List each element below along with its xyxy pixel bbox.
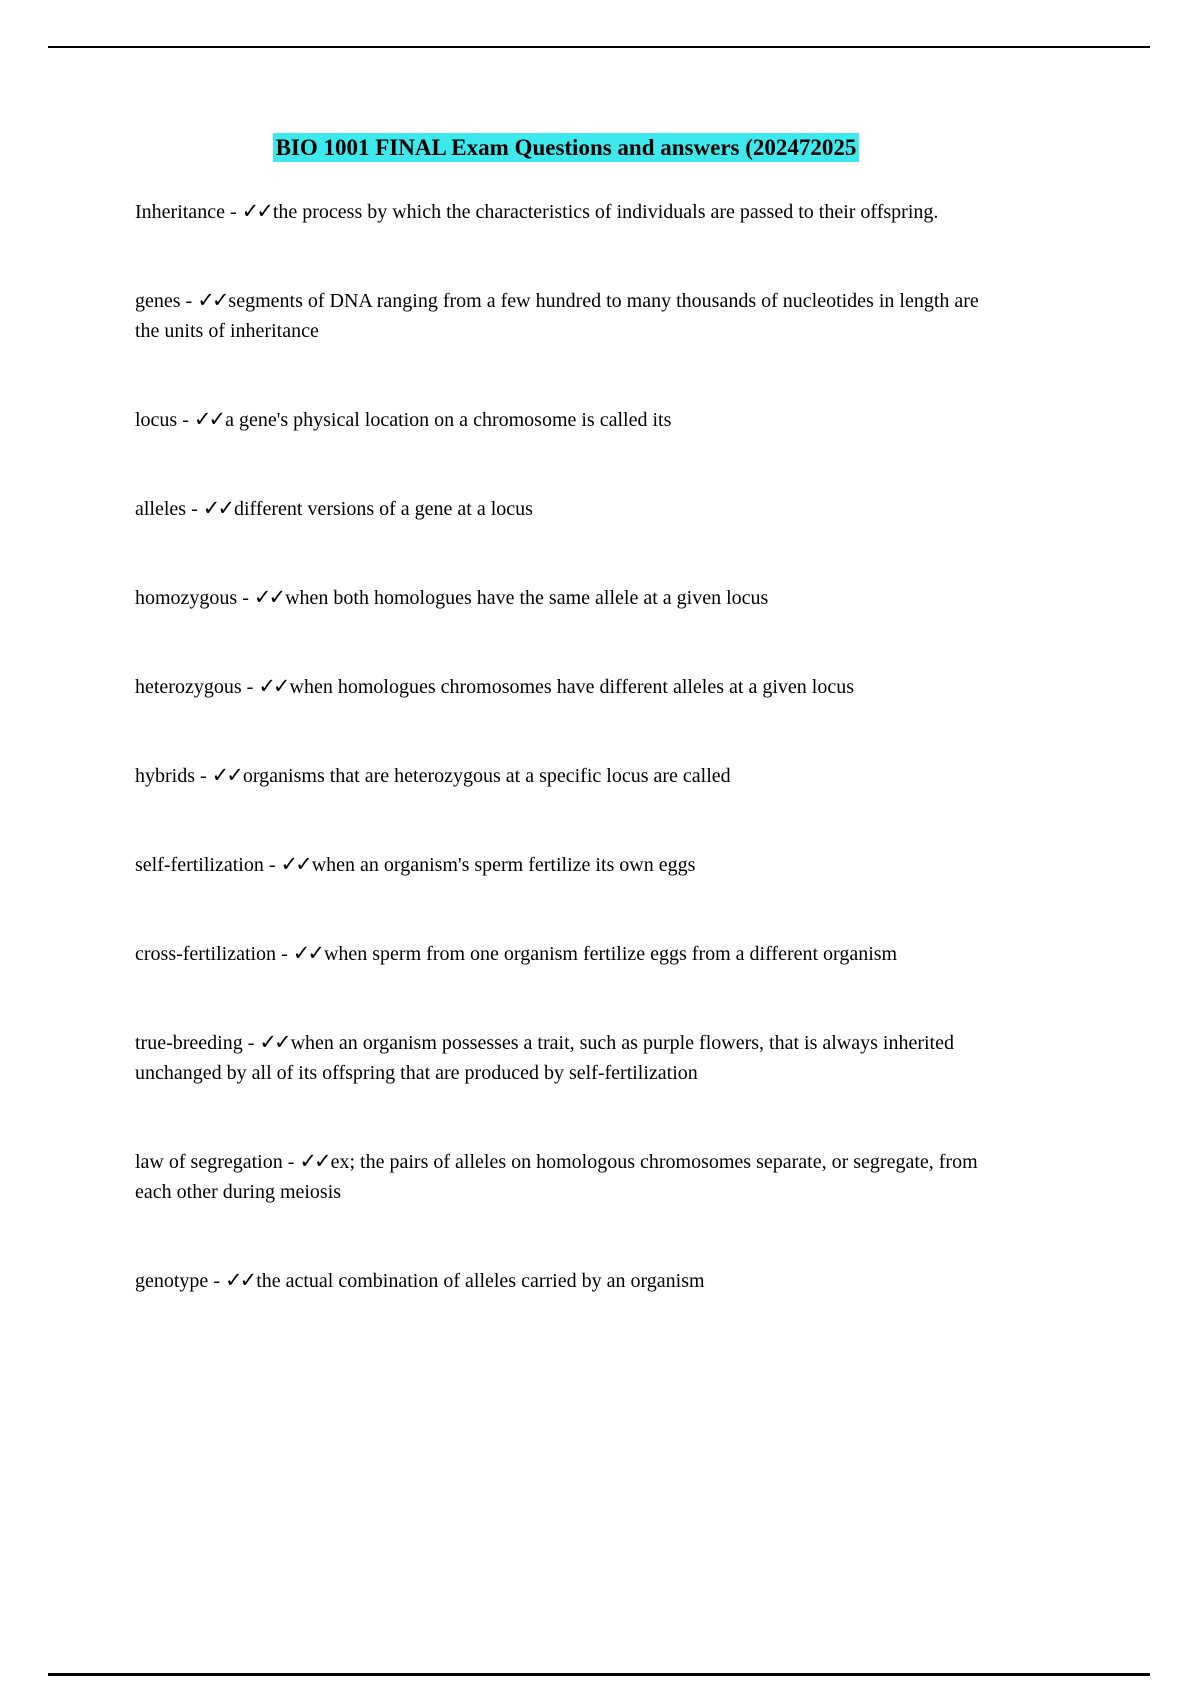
double-checkmark-icon: ✓✓ bbox=[197, 288, 227, 312]
bottom-rule bbox=[48, 1673, 1150, 1676]
qa-term: true-breeding bbox=[135, 1032, 243, 1054]
qa-term: self-fertilization bbox=[135, 854, 264, 876]
qa-item bbox=[135, 1146, 997, 1207]
qa-definition: when an organism's sperm fertilize its own eggs bbox=[311, 854, 696, 876]
double-checkmark-icon: ✓✓ bbox=[224, 1268, 255, 1292]
qa-item bbox=[135, 760, 997, 791]
qa-term: cross-fertilization bbox=[135, 943, 277, 965]
qa-item bbox=[135, 493, 997, 524]
qa-term: alleles bbox=[135, 498, 187, 520]
qa-separator-dash: - bbox=[282, 1151, 300, 1173]
qa-item bbox=[135, 1265, 997, 1296]
qa-separator-dash: - bbox=[186, 498, 203, 520]
qa-separator-dash: - bbox=[208, 1270, 225, 1292]
qa-separator-dash: - bbox=[276, 943, 293, 965]
top-rule bbox=[48, 46, 1150, 48]
qa-separator-dash: - bbox=[195, 765, 212, 787]
qa-definition: when homologues chromosomes have different alleles at a given locus bbox=[289, 676, 854, 698]
qa-definition: different versions of a gene at a locus bbox=[233, 498, 533, 520]
double-checkmark-icon: ✓✓ bbox=[258, 674, 288, 698]
qa-definition: when an organism possesses a trait, such as purple flowers, that is always inherited unchanged by all of its offspring that are produced by self-fertilization bbox=[135, 1032, 954, 1084]
qa-definition: when sperm from one organism fertilize eggs from a different organism bbox=[323, 943, 898, 965]
qa-definition: when both homologues have the same allele at a given locus bbox=[285, 587, 769, 609]
double-checkmark-icon: ✓✓ bbox=[259, 1030, 289, 1054]
qa-definition: segments of DNA ranging from a few hundred to many thousands of nucleotides in length are the units of inheritance bbox=[135, 290, 979, 342]
qa-item bbox=[135, 938, 997, 969]
qa-definition: ex; the pairs of alleles on homologous chromosomes separate, or segregate, from each other during meiosis bbox=[135, 1151, 978, 1203]
qa-separator-dash: - bbox=[224, 201, 242, 223]
qa-list bbox=[135, 196, 997, 1296]
qa-item bbox=[135, 404, 997, 435]
double-checkmark-icon: ✓✓ bbox=[193, 407, 224, 431]
document-title: BIO 1001 FINAL Exam Questions and answers (202472025 bbox=[273, 133, 860, 162]
qa-item bbox=[135, 285, 997, 346]
qa-definition: organisms that are heterozygous at a specific locus are called bbox=[242, 765, 731, 787]
qa-term: genotype bbox=[135, 1270, 209, 1292]
qa-separator-dash: - bbox=[241, 676, 259, 698]
document-content bbox=[135, 132, 997, 1296]
qa-term: homozygous bbox=[135, 587, 238, 609]
qa-separator-dash: - bbox=[177, 409, 194, 431]
double-checkmark-icon: ✓✓ bbox=[253, 585, 284, 609]
qa-item bbox=[135, 582, 997, 613]
qa-separator-dash: - bbox=[242, 1032, 260, 1054]
double-checkmark-icon: ✓✓ bbox=[280, 852, 310, 876]
title-row bbox=[135, 132, 997, 164]
qa-term: locus bbox=[135, 409, 178, 431]
qa-item bbox=[135, 196, 997, 227]
qa-item bbox=[135, 849, 997, 880]
qa-term: genes bbox=[135, 290, 181, 312]
qa-separator-dash: - bbox=[237, 587, 254, 609]
qa-definition: the actual combination of alleles carried by an organism bbox=[256, 1270, 705, 1292]
qa-term: heterozygous bbox=[135, 676, 242, 698]
double-checkmark-icon: ✓✓ bbox=[211, 763, 241, 787]
double-checkmark-icon: ✓✓ bbox=[202, 496, 232, 520]
qa-definition: a gene's physical location on a chromosome is called its bbox=[225, 409, 672, 431]
qa-separator-dash: - bbox=[180, 290, 198, 312]
qa-term: law of segregation bbox=[135, 1151, 283, 1173]
qa-term: hybrids bbox=[135, 765, 195, 787]
double-checkmark-icon: ✓✓ bbox=[299, 1149, 329, 1173]
qa-term: Inheritance bbox=[135, 201, 225, 223]
double-checkmark-icon: ✓✓ bbox=[292, 941, 322, 965]
qa-definition: the process by which the characteristics of individuals are passed to their offspring. bbox=[272, 201, 939, 223]
qa-separator-dash: - bbox=[263, 854, 281, 876]
qa-item bbox=[135, 671, 997, 702]
double-checkmark-icon: ✓✓ bbox=[241, 199, 271, 223]
qa-item bbox=[135, 1027, 997, 1088]
